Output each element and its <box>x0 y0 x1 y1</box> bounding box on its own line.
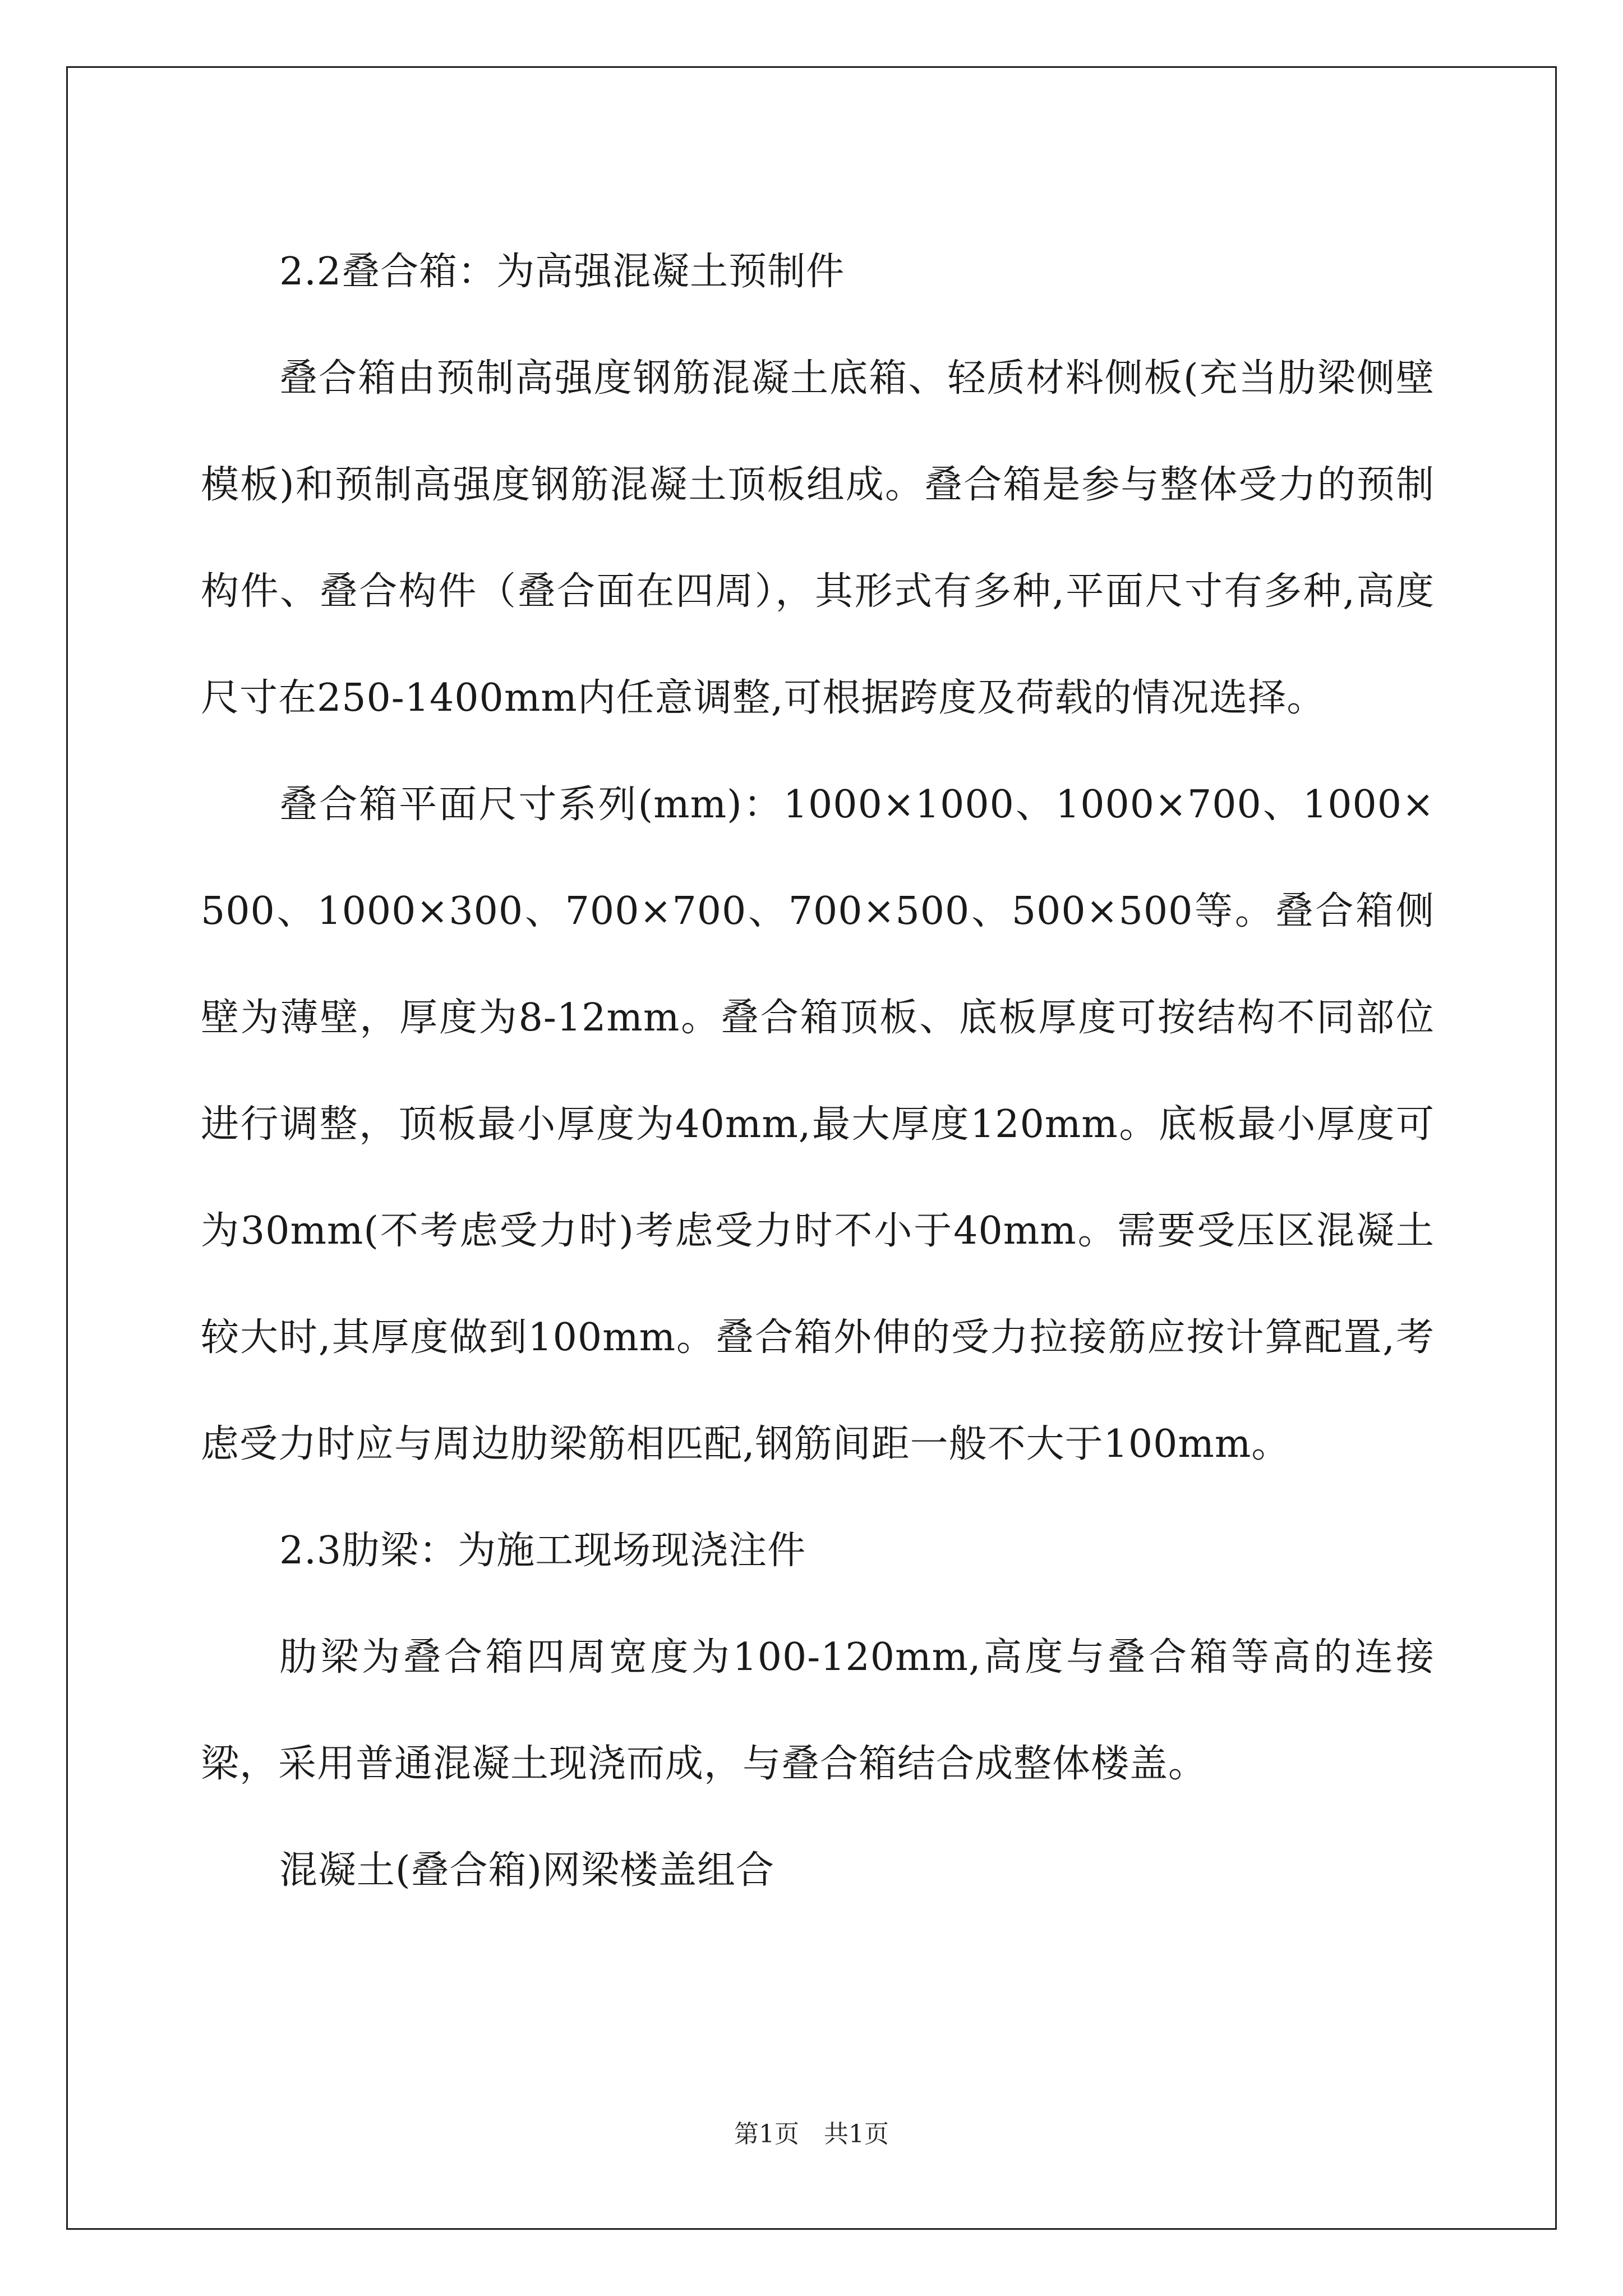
paragraph-floor-combination: 混凝土(叠合箱)网梁楼盖组合 <box>279 1848 775 1893</box>
section-heading-2-2: 2.2叠合箱：为高强混凝土预制件 <box>279 250 845 294</box>
section-heading-2-3: 2.3肋梁：为施工现场现浇注件 <box>279 1529 806 1573</box>
page-number-footer: 第1页 共1页 <box>734 2120 889 2148</box>
paragraph-dimensions: 叠合箱平面尺寸系列(mm)：1000×1000、1000×700、1000×500、1000×300、700×700、700×500、500×500等。叠合箱侧壁为薄壁，厚度为8-12mm。叠合箱顶板、底板厚度可按结构不同部位进行调整，顶板最小厚度为40mm,最大厚度120mm。底板最小厚度可为30mm(不考虑受力时)考虑受力时不小于40mm。需要受压区混凝土较大时,其厚度做到100mm。叠合箱外伸的受力拉接筋应按计算配置,考虑受力时应与周边肋梁筋相匹配,钢筋间距一般不大于100mm。 <box>201 783 1435 1466</box>
paragraph-composition: 叠合箱由预制高强度钢筋混凝土底箱、轻质材料侧板(充当肋梁侧壁模板)和预制高强度钢筋混凝土顶板组成。叠合箱是参与整体受力的预制构件、叠合构件（叠合面在四周），其形式有多种,平面尺寸有多种,高度尺寸在250-1400mm内任意调整,可根据跨度及荷载的情况选择。 <box>201 356 1435 720</box>
paragraph-rib-beam: 肋梁为叠合箱四周宽度为100-120mm,高度与叠合箱等高的连接梁，采用普通混凝土现浇而成，与叠合箱结合成整体楼盖。 <box>201 1635 1435 1786</box>
document-body <box>201 219 1435 1924</box>
